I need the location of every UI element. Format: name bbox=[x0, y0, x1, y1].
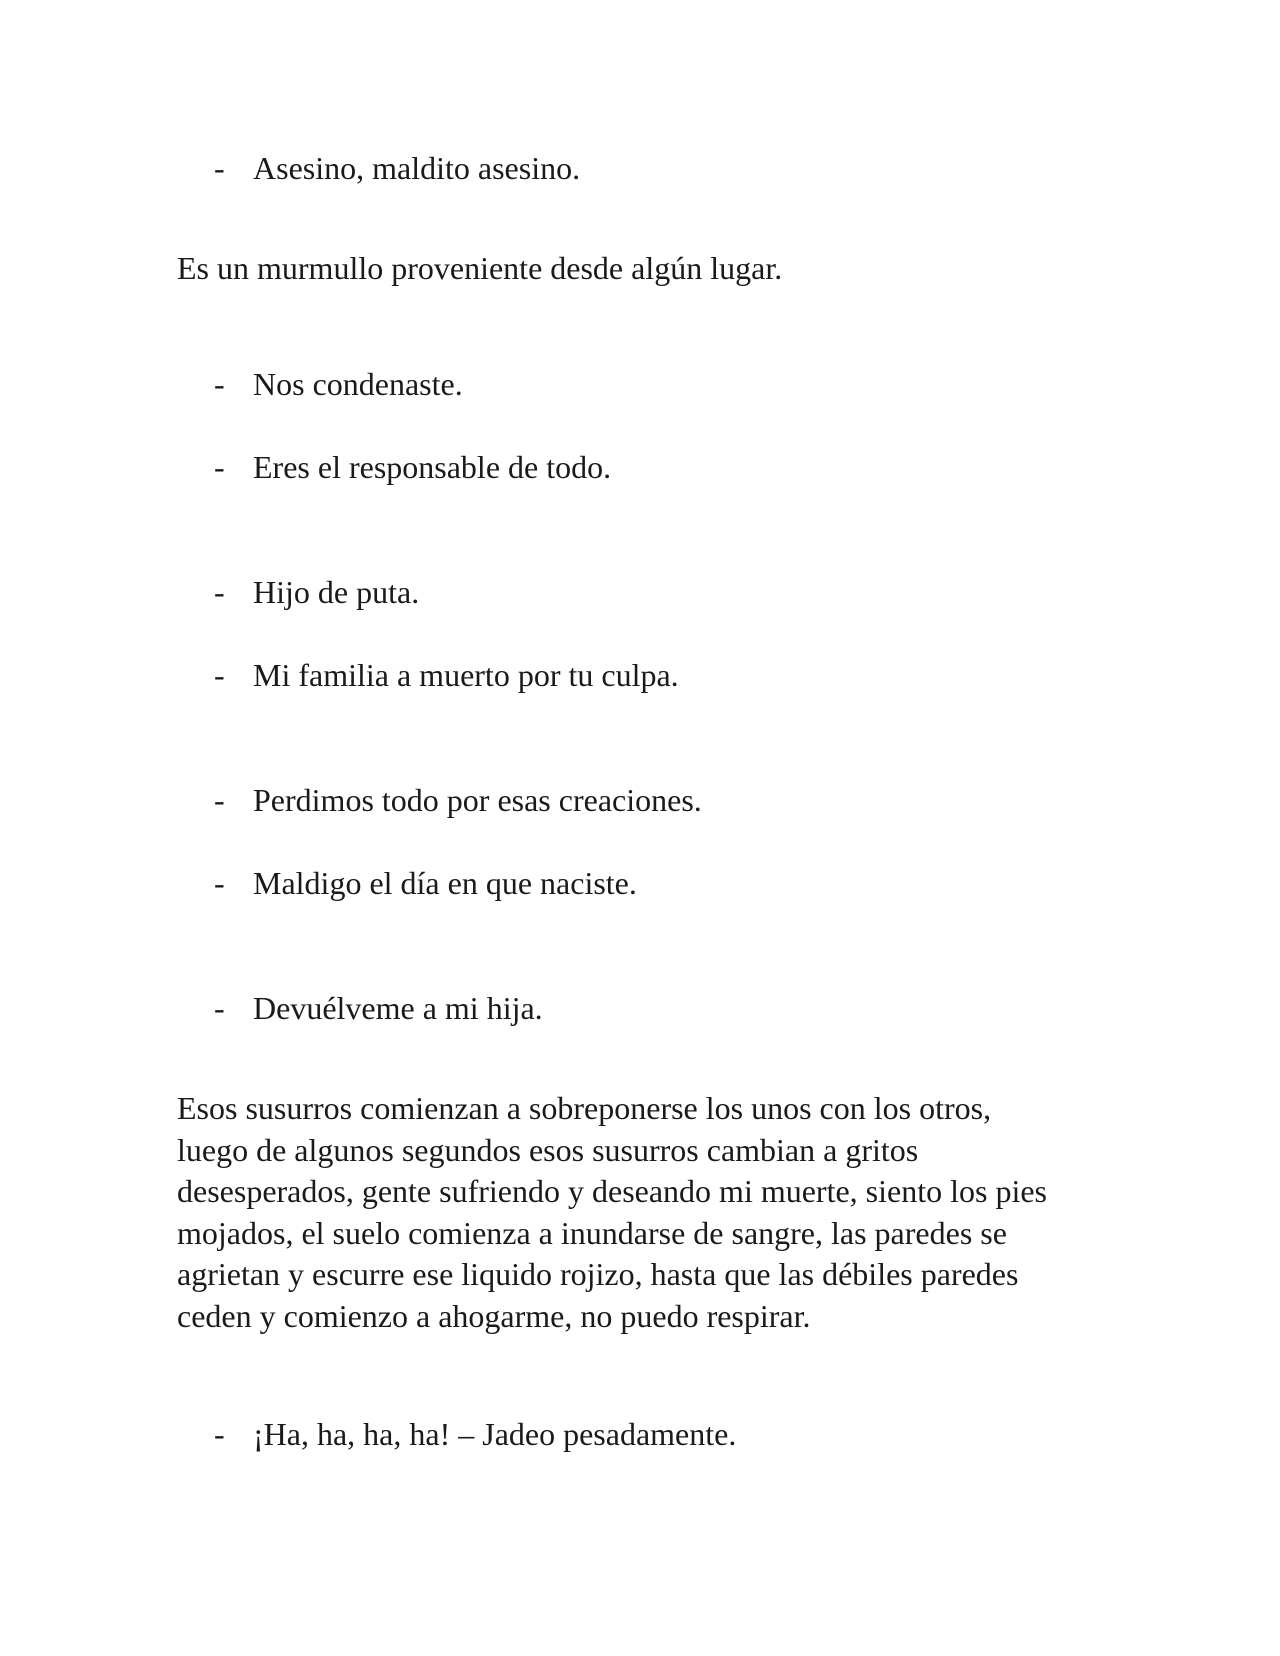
dialogue-line: ¡Ha, ha, ha, ha! – Jadeo pesadamente. bbox=[253, 1416, 737, 1452]
dialogue-line: Nos condenaste. bbox=[253, 366, 463, 402]
dialogue-dash: - bbox=[214, 1416, 225, 1452]
narration-line: ceden y comienzo a ahogarme, no puedo respirar. bbox=[177, 1297, 811, 1334]
dialogue-dash: - bbox=[214, 574, 225, 610]
dialogue-dash: - bbox=[214, 782, 225, 818]
narration-line: Es un murmullo proveniente desde algún lugar. bbox=[177, 250, 783, 286]
narration-line: Esos susurros comienzan a sobreponerse los unos con los otros, bbox=[177, 1090, 992, 1126]
dialogue-line: Perdimos todo por esas creaciones. bbox=[253, 782, 702, 818]
dialogue-line: Devuélveme a mi hija. bbox=[253, 990, 543, 1026]
dialogue-line: Hijo de puta. bbox=[253, 574, 420, 610]
dialogue-dash: - bbox=[214, 990, 225, 1026]
dialogue-dash: - bbox=[214, 150, 225, 186]
dialogue-dash: - bbox=[214, 449, 225, 485]
dialogue-line: Mi familia a muerto por tu culpa. bbox=[253, 657, 679, 693]
narration-line: luego de algunos segundos esos susurros cambian a gritos bbox=[177, 1131, 919, 1168]
narration-line: desesperados, gente sufriendo y deseando mi muerte, siento los pies bbox=[177, 1173, 1047, 1209]
narration-line: mojados, el suelo comienza a inundarse de sangre, las paredes se bbox=[177, 1214, 1007, 1251]
dialogue-line: Maldigo el día en que naciste. bbox=[253, 865, 637, 901]
dialogue-dash: - bbox=[214, 865, 225, 901]
narration-paragraph bbox=[177, 1088, 1107, 1337]
dialogue-line: Asesino, maldito asesino. bbox=[253, 150, 581, 186]
narration-paragraph bbox=[177, 248, 1107, 290]
dialogue-dash: - bbox=[214, 657, 225, 693]
dialogue-dash: - bbox=[214, 366, 225, 402]
narration-line: agrietan y escurre ese liquido rojizo, hasta que las débiles paredes bbox=[177, 1256, 1019, 1292]
dialogue-line: Eres el responsable de todo. bbox=[253, 449, 612, 485]
